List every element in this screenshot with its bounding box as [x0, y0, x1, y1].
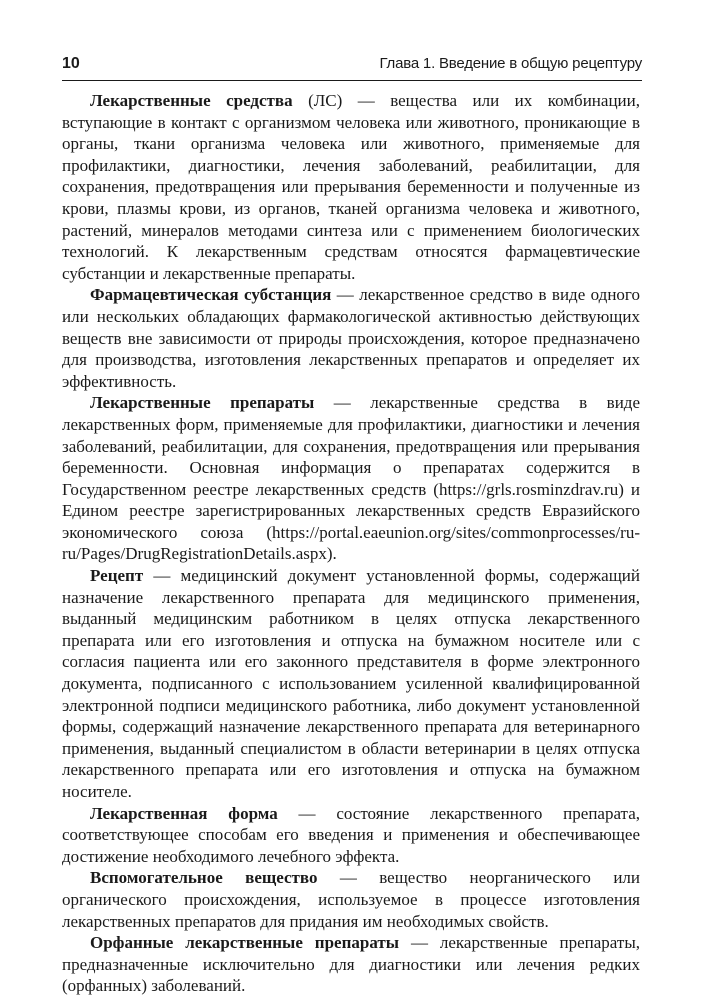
definition-paragraph	[62, 932, 640, 997]
term-heading: Лекарственные препараты	[90, 393, 315, 413]
term-heading: Лекарственные средства	[90, 91, 293, 110]
term-heading: Вспомогательное вещество	[90, 868, 318, 888]
term-heading: Рецепт	[90, 566, 144, 586]
definition-text: — лекарственные средства в виде лекарственных форм, применяемые для профилактики, диагностики и лечения заболеваний, реабилитации, для сохранения, предотвращения или прерывания беременности. Основная информация о препаратах содержится в Государственном реестре лекарственных средств (https://grls.rosminzdrav.ru) и Едином реестре зарегистрированных лекарственных средств Евразийского экономического союза (https://portal.eaeunion.org/sites/commonprocesses/ru-ru/Pages/DrugRegistrationDetails.aspx).	[62, 393, 640, 564]
page-number: 10	[62, 55, 80, 72]
page-body	[62, 90, 640, 997]
term-heading: Лекарственная форма	[90, 803, 278, 823]
definition-paragraph	[62, 392, 640, 565]
definition-paragraph	[62, 565, 640, 803]
definition-text: — лекарственные препараты, предназначенные исключительно для диагностики или лечения редких (орфанных) заболеваний.	[62, 933, 641, 996]
definition-paragraph	[62, 284, 640, 392]
term-heading: Орфанные лекарственные препараты	[90, 933, 400, 953]
definition-text: — лекарственное средство в виде одного или нескольких обладающих фармакологической активностью действующих веществ вне зависимости от природы происхождения, которое предназначено для производства, изготовления лекарственных препаратов и определяет их эффективность.	[62, 285, 640, 391]
term-heading: Фармацевтическая субстанция	[90, 285, 332, 305]
running-header	[62, 52, 642, 76]
definition-paragraph	[62, 803, 640, 868]
chapter-title: Глава 1. Введение в общую рецептуру	[379, 55, 642, 72]
definition-paragraph	[62, 90, 640, 284]
definition-paragraph	[62, 867, 640, 932]
header-divider	[62, 80, 642, 81]
definition-text: — медицинский документ установленной формы, содержащий назначение лекарственного препарата для медицинского применения, выданный медицинским работником в целях отпуска лекарственного препарата или его изготовления и отпуска на бумажном носителе или с согласия пациента или его законного представителя в форме электронного документа, подписанного с использованием усиленной квалифицированной электронной подписи медицинского работника, либо документ установленной формы, содержащий назначение лекарственного препарата для ветеринарного применения, выданный специалистом в области ветеринарии в целях отпуска лекарственного препарата или его изготовления и отпуска на бумажном носителе.	[62, 566, 640, 801]
definition-text: (ЛС) — вещества или их комбинации, вступающие в контакт с организмом человека или животного, проникающие в органы, ткани организма человека или животного, применяемые для профилактики, диагностики, лечения заболеваний, реабилитации, для сохранения, предотвращения или прерывания беременности и полученные из крови, плазмы крови, из органов, тканей организма человека и животного, растений, минералов методами синтеза или с применением биологических технологий. К лекарственным средствам относятся фармацевтические субстанции и лекарственные препараты.	[62, 91, 640, 283]
definition-text: — вещество неорганического или органического происхождения, используемое в процессе изготовления лекарственных препаратов для придания им необходимых свойств.	[62, 868, 641, 931]
definition-text: — состояние лекарственного препарата, соответствующее способам его введения и применения и обеспечивающее достижение необходимого лечебного эффекта.	[62, 803, 640, 866]
